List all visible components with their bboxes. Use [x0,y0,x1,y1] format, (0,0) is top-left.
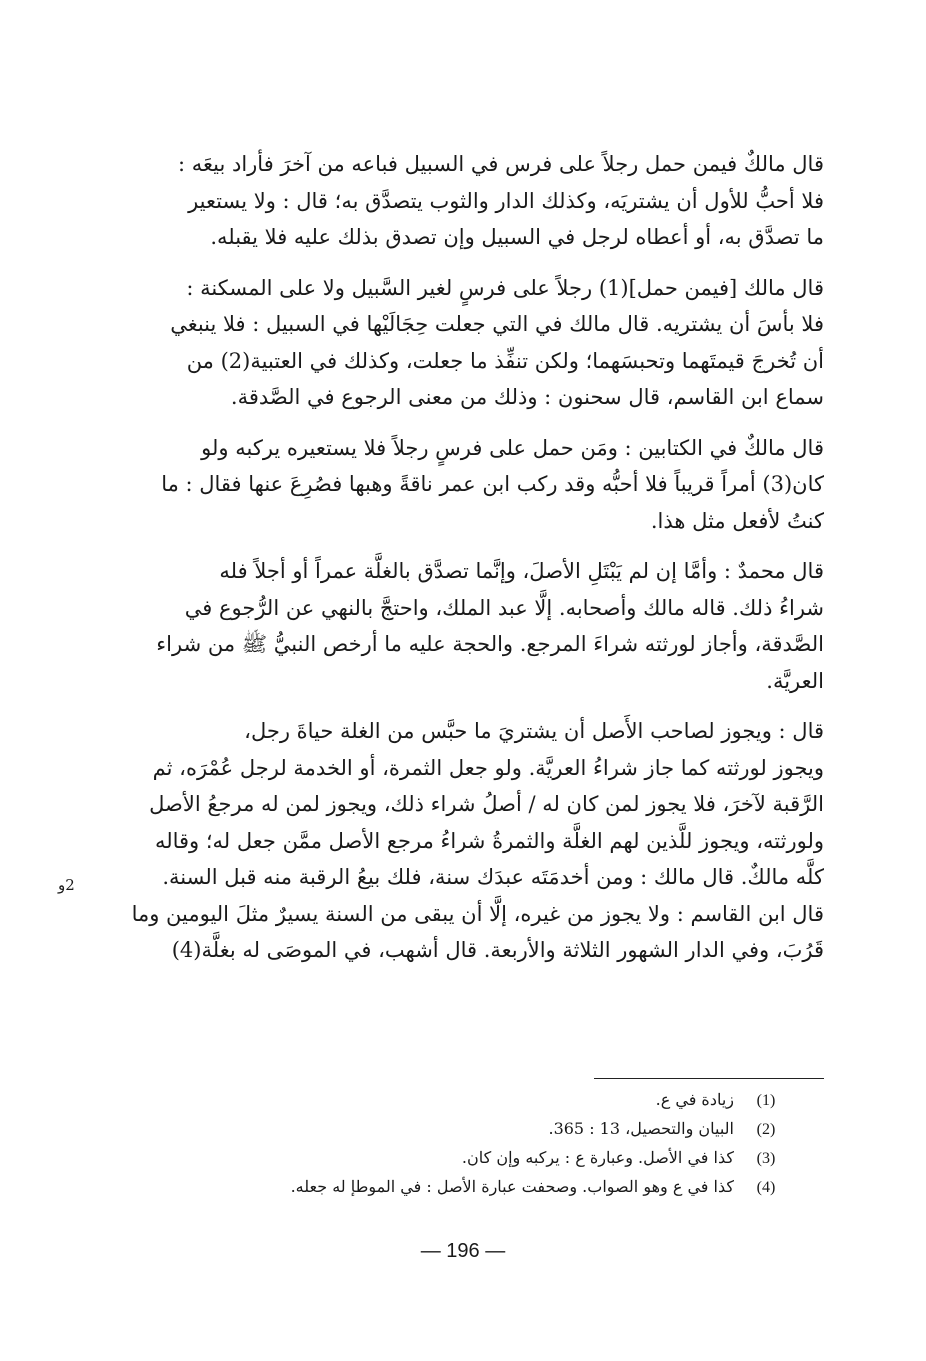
text-line: قال ابن القاسم : ولا يجوز من غيره، إلَّا أن يبقى من السنة يسيرٌ مثلَ اليومين وما [131,901,824,926]
text-line: العريَّة. [766,668,824,693]
footnote-number: (3) [756,1150,776,1167]
text-line: قال : ويجوز لصاحب الأَصل أن يشتريَ ما حبَّس من الغلة حياةَ رجل، [244,719,824,743]
footnote-number: (4) [756,1179,776,1196]
text-line: كنتُ لأفعل مثل هذا. [650,508,824,533]
text-line: فلا أحبُّ للأول أن يشتريَه، وكذلك الدار والثوب يتصدَّق به؛ قال : ولا يستعير [188,188,824,213]
page-number: — 196 — [420,1240,506,1262]
footnote-text: البيان والتحصيل، 13 : 365. [548,1119,734,1138]
text-line: ما تصدَّق به، أو أعطاه لرجل في السبيل وإن تصدق بذلك عليه فلا يقبله. [210,225,824,249]
text-line: ولورثته، ويجوز للَّذين لهم الغلَّة والثمرةُ شراءُ مرجع الأصل ممَّن جعل له؛ وقاله [154,828,824,853]
paragraph [100,270,824,416]
footnote-text: كذا في الأصل. وعبارة ع : يركبه وإن كان. [461,1148,734,1167]
footnotes [136,1090,786,1206]
footnote-text: كذا في ع وهو الصواب. وصحفت عبارة الأصل : في الموطإ له جعله. [290,1177,734,1196]
text-line: الصَّدقة، وأجاز لورثته شراءَ المرجع. والحجة عليه ما أرخص النبيُّ ﷺ من شراء [156,632,824,656]
footnote-number: (1) [756,1092,776,1109]
footnote-separator [594,1078,824,1079]
paragraph [100,553,824,699]
paragraph [100,430,824,540]
footnote-number: (2) [756,1121,776,1138]
text-line: ويجوز لورثته كما جاز شراءُ العريَّة. ولو جعل الثمرة، أو الخدمة لرجل عُمْرَه، ثم [152,755,824,780]
footnote-text: زيادة في ع. [655,1090,734,1109]
text-line: كلَّه مالكٌ. قال مالك : ومن أخدمَتَه عبدَك سنة، فلك بيعُ الرقبة منه قبل السنة. [162,865,824,889]
margin-folio-note: 2و [58,876,75,894]
text-line: قال مالك [فيمن حمل](1) رجلاً على فرسٍ لغير السَّبيل ولا على المسكنة : [186,275,824,300]
footnote [136,1090,786,1119]
footnote [136,1148,786,1177]
paragraph [100,713,824,969]
footnote [136,1177,786,1206]
text-line: سماع ابن القاسم، قال سحنون : وذلك من معنى الرجوع في الصَّدقة. [230,385,824,409]
text-line: قَرُبَ، وفي الدار الشهور الثلاثة والأربعة. قال أشهب، في الموصَى له بغلَّة(4) [171,938,824,962]
footnote [136,1119,786,1148]
text-line: قال مالكٌ في الكتابين : ومَن حمل على فرسٍ رجلاً فلا يستعيره يركبه ولو [201,435,824,460]
text-line: فلا بأسَ أن يشتريه. قال مالك في التي جعلت حِجَالَيْها في السبيل : فلا ينبغي [170,312,824,336]
text-line: قال محمدٌ : وأمَّا إن لم يَبْتَلِ الأصلَ، وإنَّما تصدَّق بالغلَّة عمراً أو أجلاً فله [219,559,824,583]
text-line: كان(3) أمراً قريباً فلا أحبُّه وقد ركب ابن عمر ناقةً وهبها فصُرِعَ عنها فقال : ما [161,472,824,496]
text-line: شراءُ ذلك. قاله مالك وأصحابه. إلَّا عبد الملك، واحتجَّ بالنهي عن الرُّجوع في [184,595,824,620]
paragraph [100,146,824,256]
text-line: قال مالكٌ فيمن حمل رجلاً على فرس في السبيل فباعه من آخرَ فأراد بيعَه : [177,152,824,176]
text-line: الرَّقبة لآخرَ، فلا يجوز لمن كان له / أصلُ شراء ذلك، ويجوز لمن له مرجعُ الأصل [149,792,824,816]
page-body [100,146,824,983]
text-line: أن تُخرجَ قيمتَهما وتحبسَهما؛ ولكن تنفِّذ ما جعلت، وكذلك في العتبية(2) من [186,348,824,373]
